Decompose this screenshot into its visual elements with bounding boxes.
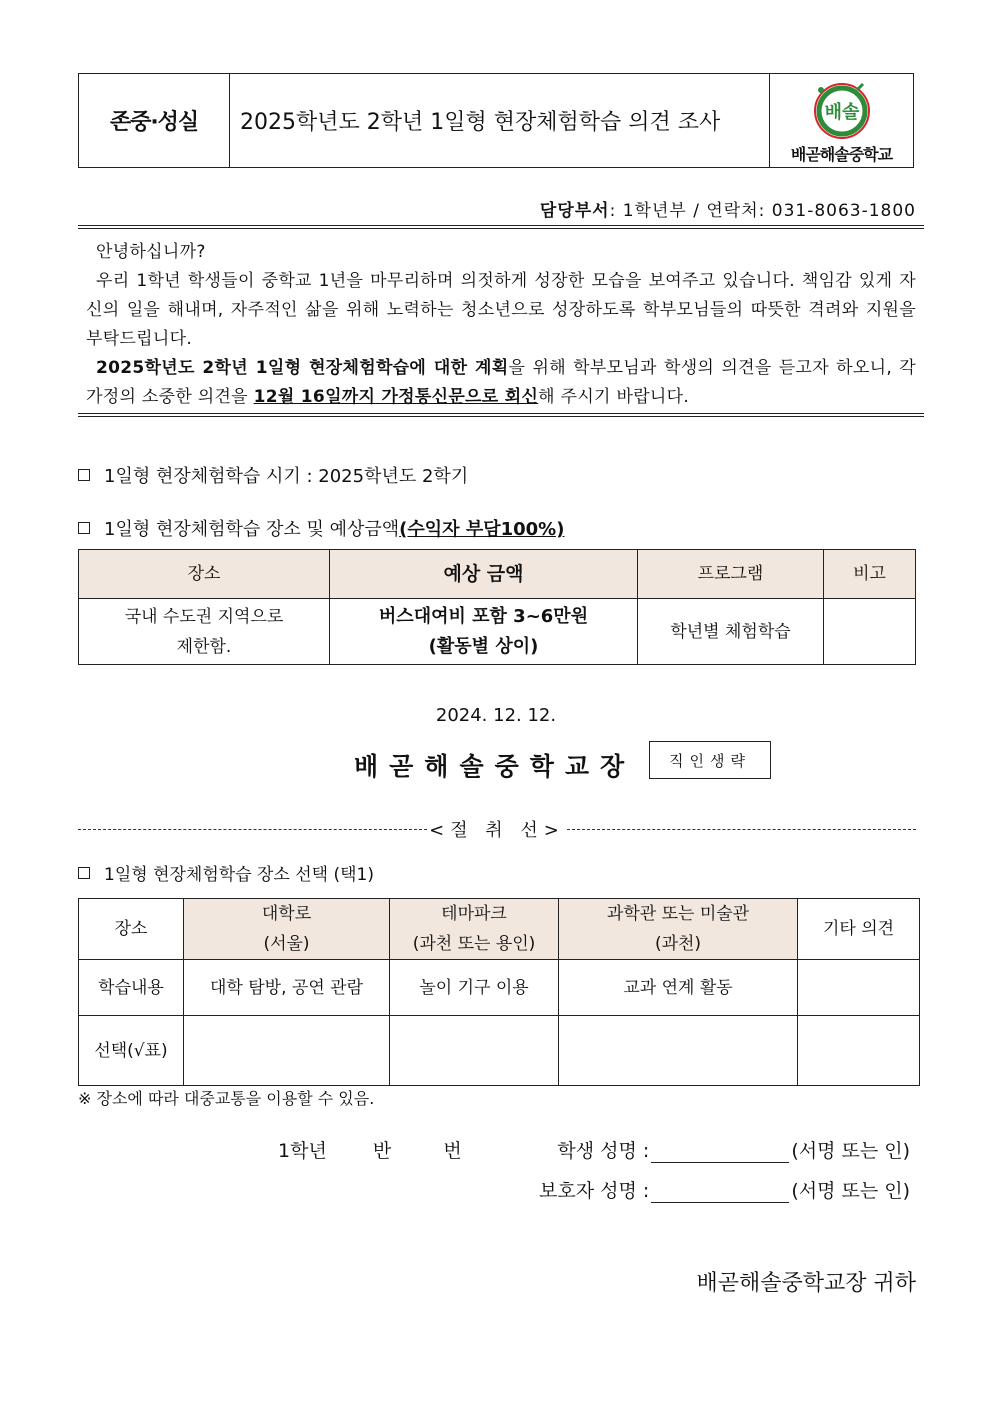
addressee: 배곧해솔중학교장 귀하 [696, 1271, 916, 1296]
table-row [79, 599, 916, 665]
document-header [78, 73, 914, 168]
greeting: 안녕하십니까? [96, 242, 206, 262]
intro-deadline: 12월 16일까지 가정통신문으로 회신 [253, 387, 539, 407]
cut-line [78, 816, 916, 842]
option-themepark: 테마파크 (과천 또는 용인) [390, 899, 559, 960]
content-themepark: 놀이 기구 이용 [390, 960, 559, 1016]
principal-name: 배곧해솔중학교장 [354, 752, 636, 781]
parent-name-label: 보호자 성명 : [539, 1180, 650, 1202]
cell-note [824, 599, 916, 665]
section-place-cost [78, 515, 564, 541]
intro-paragraph-1: 우리 1학년 학생들이 중학교 1년을 마무리하며 의젓하게 성장한 모습을 보여주고 있습니다. 책임감 있게 자신의 일을 해내며, 자주적인 삶을 위해 노력하는 청소년으로 성장하도록 학부모님들의 따뜻한 격려와 지원을 부탁드립니다. [86, 271, 916, 349]
class-label: 반 [372, 1140, 392, 1162]
select-themepark[interactable] [390, 1016, 559, 1086]
col-other-opinion: 기타 의견 [798, 899, 920, 960]
cost-table [78, 549, 916, 665]
section-period-label: 1일형 현장체험학습 시기 : 2025학년도 2학기 [104, 466, 469, 487]
double-divider-top [78, 225, 924, 229]
section-choice [78, 860, 374, 885]
student-signature-field[interactable] [651, 1142, 789, 1163]
cell-program: 학년별 체험학습 [638, 599, 824, 665]
section-period [78, 462, 468, 488]
corner-cell: 장소 [79, 899, 184, 960]
option-museum: 과학관 또는 미술관 (과천) [559, 899, 798, 960]
row-label-select: 선택(√표) [79, 1016, 184, 1086]
parent-sign-suffix: (서명 또는 인) [791, 1180, 910, 1202]
choice-table [78, 898, 920, 1086]
grade-label: 1학년 [278, 1140, 327, 1162]
col-program: 프로그램 [638, 550, 824, 599]
school-logo [770, 74, 913, 167]
student-sign-suffix: (서명 또는 인) [791, 1140, 910, 1162]
transport-note: ※ 장소에 따라 대중교통을 이용할 수 있음. [78, 1089, 375, 1108]
school-logo-icon [807, 80, 877, 142]
checkbox-icon [78, 522, 90, 534]
student-signature-row [278, 1136, 462, 1163]
dept-value: : 1학년부 / 연락처: 031-8063-1800 [609, 201, 916, 221]
section-choice-label: 1일형 현장체험학습 장소 선택 (택1) [104, 865, 374, 885]
section-place-cost-label: 1일형 현장체험학습 장소 및 예상금액 [104, 519, 400, 540]
checkbox-icon [78, 469, 90, 481]
intro-mid: 을 위해 학부모님과 학생의 의견을 듣고자 하오니, 각 가정의 소중한 의견을 [86, 358, 917, 407]
col-cost: 예상 금액 [330, 550, 638, 599]
section-cost-emphasis: (수익자 부담100%) [399, 519, 565, 540]
parent-signature [539, 1176, 910, 1203]
logo-letters: 배솔 [824, 102, 859, 123]
choice-table-header [79, 899, 920, 960]
checkbox-icon [78, 867, 90, 879]
cell-place: 국내 수도권 지역으로 제한함. [79, 599, 330, 665]
col-place: 장소 [79, 550, 330, 599]
dept-label: 담당부서 [539, 201, 610, 221]
content-museum: 교과 연계 활동 [559, 960, 798, 1016]
school-motto: 존중·성실 [79, 74, 230, 167]
select-other[interactable] [798, 1016, 920, 1086]
issue-date: 2024. 12. 12. [435, 705, 557, 726]
number-label: 번 [443, 1140, 462, 1162]
select-daehakro[interactable] [184, 1016, 390, 1086]
option-daehakro: 대학로 (서울) [184, 899, 390, 960]
stamp-omitted: 직인생략 [649, 741, 771, 779]
document-title: 2025학년도 2학년 1일형 현장체험학습 의견 조사 [230, 74, 770, 167]
school-name: 배곧해솔중학교 [790, 145, 893, 164]
content-other[interactable] [798, 960, 920, 1016]
contact-line [540, 196, 916, 221]
parent-signature-field[interactable] [651, 1182, 789, 1203]
select-museum[interactable] [559, 1016, 798, 1086]
intro-end: 해 주시기 바랍니다. [538, 387, 690, 407]
table-row [79, 960, 920, 1016]
cost-table-header [79, 550, 916, 599]
student-name-label: 학생 성명 : [557, 1140, 650, 1162]
content-daehakro: 대학 탐방, 공연 관람 [184, 960, 390, 1016]
table-row [79, 1016, 920, 1086]
col-note: 비고 [824, 550, 916, 599]
student-signature [557, 1136, 910, 1163]
row-label-content: 학습내용 [79, 960, 184, 1016]
double-divider-bottom [78, 413, 924, 417]
cut-line-label: <절 취 선> [429, 820, 565, 841]
intro-text [86, 238, 916, 412]
intro-paragraph-2 [86, 354, 916, 412]
intro-bold: 2025학년도 2학년 1일형 현장체험학습에 대한 계획 [96, 358, 509, 378]
cell-cost: 버스대여비 포함 3~6만원 (활동별 상이) [330, 599, 638, 665]
